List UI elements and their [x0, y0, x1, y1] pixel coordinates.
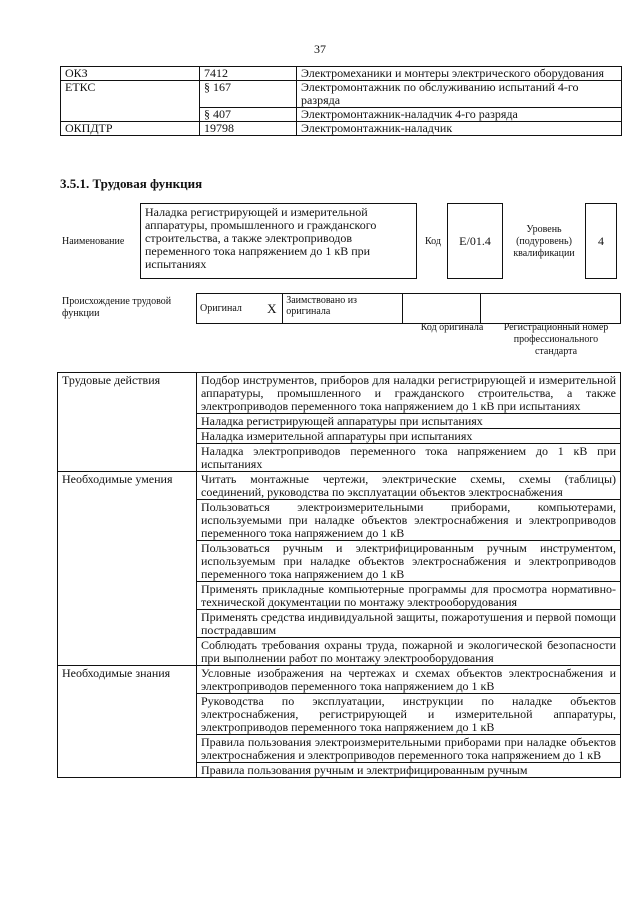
table-row: [58, 373, 621, 414]
function-name-box: Наладка регистрирующей и измерительной аппаратуры, промышленного и гражданского строительства, а также электроприводов переменного тока напряжением до 1 кВ при испытаниях: [140, 203, 417, 279]
skills-label: Необходимые умения: [58, 472, 197, 666]
okz-title: Электромеханики и монтеры электрического оборудования: [297, 67, 622, 81]
function-code-label: Код: [425, 236, 441, 247]
reg-number-note: Регистрационный номер профессионального стандарта: [503, 322, 609, 357]
labor-actions-label: Трудовые действия: [58, 373, 197, 472]
knowledge-item: Условные изображения на чертежах и схемах объектов электроснабжения и электроприводов переменного тока напряжением до 1 кВ: [197, 666, 621, 694]
knowledge-item: Правила пользования ручным и электрифицированным ручным: [197, 763, 621, 778]
okpdtr-title: Электромонтажник-наладчик: [297, 122, 622, 136]
labor-action-item: Наладка электроприводов переменного тока напряжением до 1 кВ при испытаниях: [197, 444, 621, 472]
table-row: [61, 122, 622, 136]
okz-code: ОКЗ: [61, 67, 200, 81]
skill-item: Применять прикладные компьютерные программы для просмотра нормативно-технической документации по монтажу электрооборудования: [197, 582, 621, 610]
table-row: [58, 472, 621, 500]
knowledge-item: Правила пользования электроизмерительными приборами при наладке объектов электроснабжения и электроприводов переменного тока напряжением до 1 кВ: [197, 735, 621, 763]
okz-number: 7412: [200, 67, 297, 81]
skill-item: Применять средства индивидуальной защиты, пожаротушения и первой помощи пострадавшим: [197, 610, 621, 638]
labor-action-item: Наладка измерительной аппаратуры при испытаниях: [197, 429, 621, 444]
skill-item: Соблюдать требования охраны труда, пожарной и экологической безопасности при выполнении работ по монтажу электрооборудования: [197, 638, 621, 666]
reg-number-cell: [480, 294, 620, 324]
function-code-box: E/01.4: [447, 203, 503, 279]
classification-table: [60, 66, 622, 136]
skill-item: Пользоваться ручным и электрифицированным ручным инструментом, используемым при наладке объектов электроснабжения и электроприводов переменного тока напряжением до 1 кВ: [197, 541, 621, 582]
skill-item: Читать монтажные чертежи, электрические схемы, схемы (таблицы) соединений, руководства по эксплуатации объектов электроснабжения: [197, 472, 621, 500]
qualification-level-box: 4: [585, 203, 617, 279]
etks-title-1: Электромонтажник по обслуживанию испытаний 4-го разряда: [297, 81, 622, 108]
code-original-note: Код оригинала: [420, 322, 484, 333]
table-row: [61, 81, 622, 108]
origin-table: [196, 293, 621, 324]
skill-item: Пользоваться электроизмерительными приборами, компьютерами, используемыми при наладке объектов электроснабжения и электроприводов переменного тока напряжением до 1 кВ: [197, 500, 621, 541]
function-name-label: Наименование: [62, 236, 125, 247]
etks-number-2: § 407: [200, 108, 297, 122]
original-label: Оригинал: [197, 294, 262, 324]
main-table: [57, 372, 621, 778]
etks-code: ЕТКС: [61, 81, 200, 122]
etks-title-2: Электромонтажник-наладчик 4-го разряда: [297, 108, 622, 122]
qualification-level-label: Уровень (подуровень) квалификации: [513, 224, 575, 259]
knowledge-item: Руководства по эксплуатации, инструкции по наладке объектов электроснабжения, регистрирующей и измерительной аппаратуры, электроприводов переменного тока напряжением до 1 кВ: [197, 694, 621, 735]
table-row: [61, 67, 622, 81]
okpdtr-number: 19798: [200, 122, 297, 136]
okpdtr-code: ОКПДТР: [61, 122, 200, 136]
section-heading: 3.5.1. Трудовая функция: [60, 176, 203, 191]
function-origin-label: Происхождение трудовой функции: [62, 296, 172, 319]
table-row: [58, 666, 621, 694]
etks-number-1: § 167: [200, 81, 297, 108]
knowledge-label: Необходимые знания: [58, 666, 197, 778]
labor-action-item: Наладка регистрирующей аппаратуры при испытаниях: [197, 414, 621, 429]
original-code-cell: [402, 294, 480, 324]
page-number: 37: [314, 42, 326, 56]
original-mark: X: [261, 294, 282, 324]
borrowed-label: Заимствовано из оригинала: [283, 294, 403, 324]
labor-action-item: Подбор инструментов, приборов для наладки регистрирующей и измерительной аппаратуры, промышленного и гражданского строительства, а также электроприводов переменного тока напряжением до 1 кВ при испытаниях: [197, 373, 621, 414]
